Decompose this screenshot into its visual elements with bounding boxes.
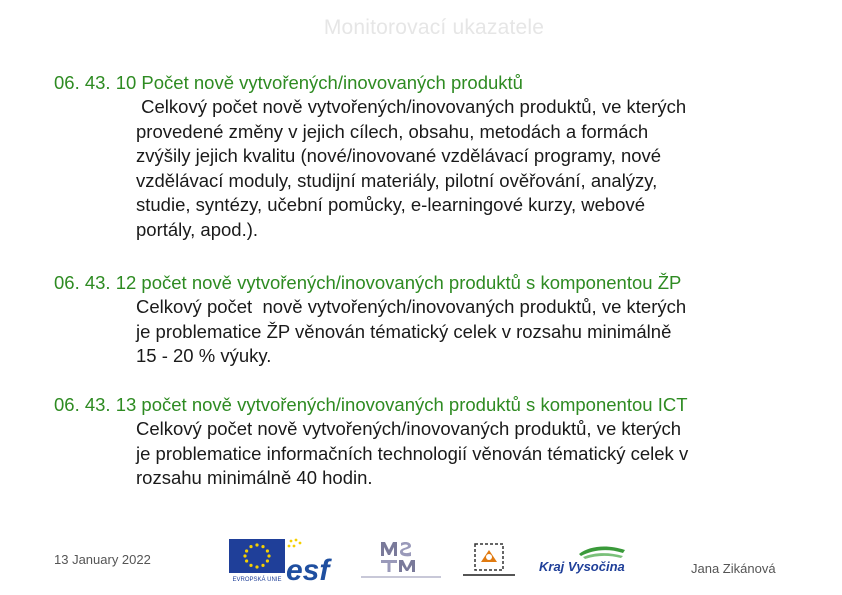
partner-logo <box>461 540 517 580</box>
description-line: portály, apod.). <box>136 218 259 240</box>
description-line: Celkový počet nově vytvořených/inovovaných produktů, ve kterých <box>136 296 687 317</box>
esf-text: esf <box>286 554 330 583</box>
indicator-item-13 <box>54 393 814 491</box>
eu-flag-logo <box>229 539 285 583</box>
description-line: vzdělávací moduly, studijní materiály, pilotní ověřování, analýzy, <box>136 169 658 191</box>
indicator-item-10 <box>54 71 814 242</box>
indicator-heading: 06. 43. 10 Počet nově vytvořených/inovovaných produktů <box>54 72 523 93</box>
indicator-description <box>136 417 798 491</box>
description-line: zvýšily jejich kvalitu (nové/inovované vzdělávací programy, nové <box>136 145 662 166</box>
description-line: Celkový počet nově vytvořených/inovovaných produktů, ve kterých <box>136 418 682 439</box>
footer-date: 13 January 2022 <box>54 552 151 567</box>
indicator-description <box>136 95 798 242</box>
indicator-item-12 <box>54 271 814 369</box>
description-line: Celkový počet nově vytvořených/inovovaných produktů, ve kterých <box>136 96 687 117</box>
esf-logo <box>285 537 335 583</box>
msmt-logo <box>359 538 443 580</box>
kraj-text: Kraj Vysočina <box>539 559 625 574</box>
kraj-vysocina-logo <box>537 544 629 574</box>
indicator-heading: 06. 43. 13 počet nově vytvořených/inovovaných produktů s komponentou ICT <box>54 394 688 415</box>
description-line: provedené změny v jejich cílech, obsahu, metodách a formách <box>136 120 649 142</box>
indicator-description <box>136 295 798 369</box>
description-line: je problematice informačních technologií věnován tématický celek v <box>136 442 689 464</box>
footer-author: Jana Zikánová <box>691 561 776 576</box>
eu-caption: EVROPSKÁ UNIE <box>232 577 282 583</box>
description-line: studie, syntézy, učební pomůcky, e-learningové kurzy, webové <box>136 194 646 215</box>
description-line: rozsahu minimálně 40 hodin. <box>136 467 373 488</box>
description-line: je problematice ŽP věnován tématický celek v rozsahu minimálně <box>136 320 672 342</box>
slide-title: Monitorovací ukazatele <box>323 16 545 39</box>
description-line: 15 - 20 % výuky. <box>136 345 272 366</box>
indicator-heading: 06. 43. 12 počet nově vytvořených/inovovaných produktů s komponentou ŽP <box>54 272 682 293</box>
